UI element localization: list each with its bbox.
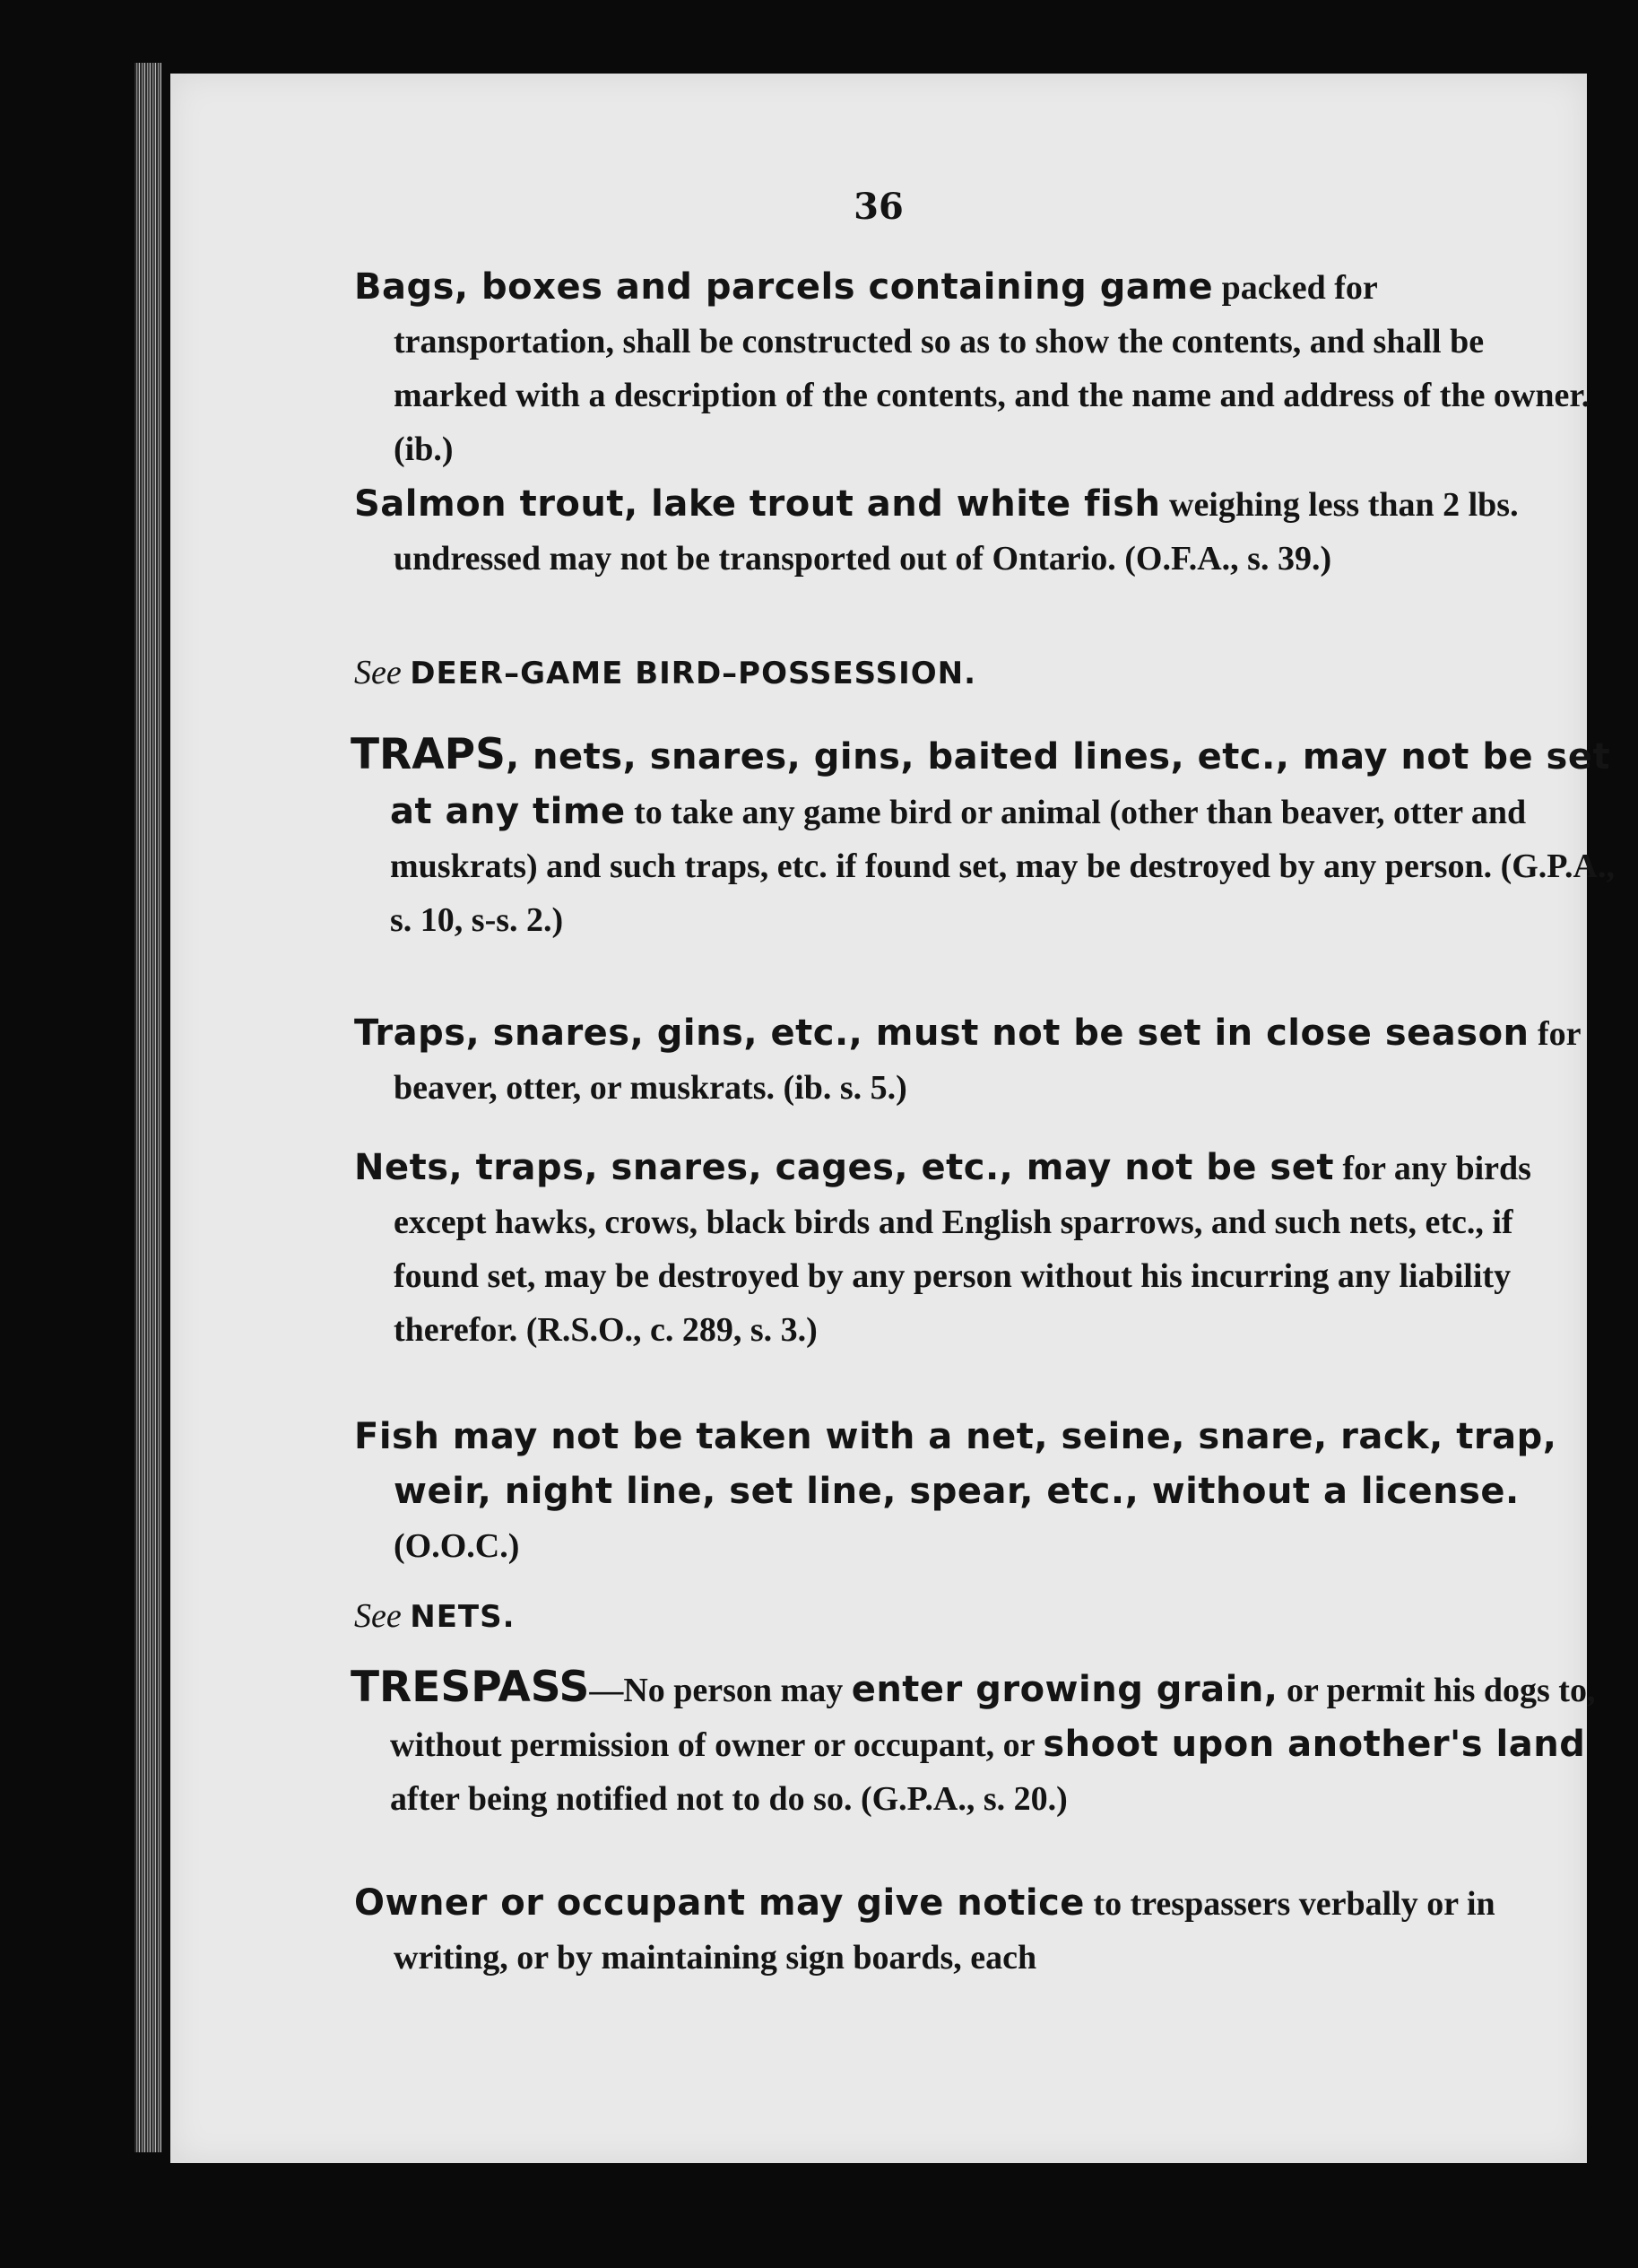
page-number: 36 bbox=[854, 186, 904, 228]
entry-traps-close-season bbox=[354, 1006, 1590, 1115]
see-label: See bbox=[354, 1597, 402, 1635]
entry-text: weighing less than 2 lbs. undressed may not be transported out of Ontario. (O.F.A., s. 39.) bbox=[394, 486, 1519, 578]
entry-heading: TRAPS bbox=[351, 730, 506, 779]
see-reference-nets bbox=[354, 1589, 1551, 1644]
entry-traps bbox=[312, 728, 1629, 947]
see-label: See bbox=[354, 654, 402, 691]
entry-heading: Owner or occupant may give notice bbox=[354, 1882, 1085, 1924]
entry-text: for any birds except hawks, crows, black birds and English sparrows, and such nets, etc., if found set, may be destroyed by any person without his incurring any liability therefor. (R.S.O., c. 289, s. 3.) bbox=[394, 1150, 1531, 1349]
entry-text: to take any game bird or animal (other than beaver, otter and muskrats) and such traps, etc. if found set, may be destroyed by any person. (G.P.A., s. 10, s-s. 2.) bbox=[390, 794, 1615, 939]
entry-text: —No person may bbox=[589, 1672, 852, 1709]
entry-text: packed for transportation, shall be constructed so as to show the contents, and shall be marked with a description of the contents, and the name and address of the owner. (ib.) bbox=[394, 269, 1590, 468]
emphasis-shoot-upon-land: shoot upon another's land bbox=[1043, 1724, 1586, 1765]
entry-text-continued: or permit his dogs to, without permission of owner or occupant, or bbox=[390, 1672, 1596, 1764]
entry-trespass bbox=[312, 1661, 1629, 1826]
entry-heading: Nets, traps, snares, cages, etc., may not be set bbox=[354, 1147, 1334, 1188]
entry-text: (O.O.C.) bbox=[394, 1527, 520, 1565]
entry-heading-continued: , nets, snares, gins, baited lines, etc., may not be set at any time bbox=[390, 736, 1611, 832]
see-target: DEER–GAME BIRD–POSSESSION. bbox=[410, 656, 977, 691]
see-target: NETS. bbox=[410, 1599, 516, 1635]
entry-salmon-trout bbox=[354, 477, 1590, 586]
entry-heading: TRESPASS bbox=[351, 1663, 590, 1712]
entry-heading: Bags, boxes and parcels containing game bbox=[354, 266, 1214, 308]
entry-heading: Salmon trout, lake trout and white fish bbox=[354, 483, 1161, 525]
entry-owner-notice bbox=[354, 1876, 1590, 1985]
emphasis-growing-grain: enter growing grain, bbox=[851, 1669, 1278, 1710]
see-reference-deer bbox=[354, 646, 1551, 700]
entry-heading: Traps, snares, gins, etc., must not be set in close season bbox=[354, 1012, 1530, 1054]
entry-text: to trespassers verbally or in writing, or by maintaining sign boards, each bbox=[394, 1885, 1495, 1977]
document-page bbox=[170, 74, 1615, 2163]
entry-text-end: after being notified not to do so. (G.P.A., s. 20.) bbox=[390, 1780, 1068, 1818]
entry-heading: Fish may not be taken with a net, seine, snare, rack, trap, weir, night line, set line, spear, etc., without a license. bbox=[354, 1416, 1557, 1512]
entry-text: for beaver, otter, or muskrats. (ib. s. 5.) bbox=[394, 1015, 1581, 1107]
entry-bags-boxes bbox=[354, 260, 1590, 476]
entry-nets-traps-birds bbox=[354, 1141, 1590, 1357]
page-edge-stack bbox=[134, 63, 161, 2152]
entry-fish-license bbox=[354, 1410, 1590, 1573]
